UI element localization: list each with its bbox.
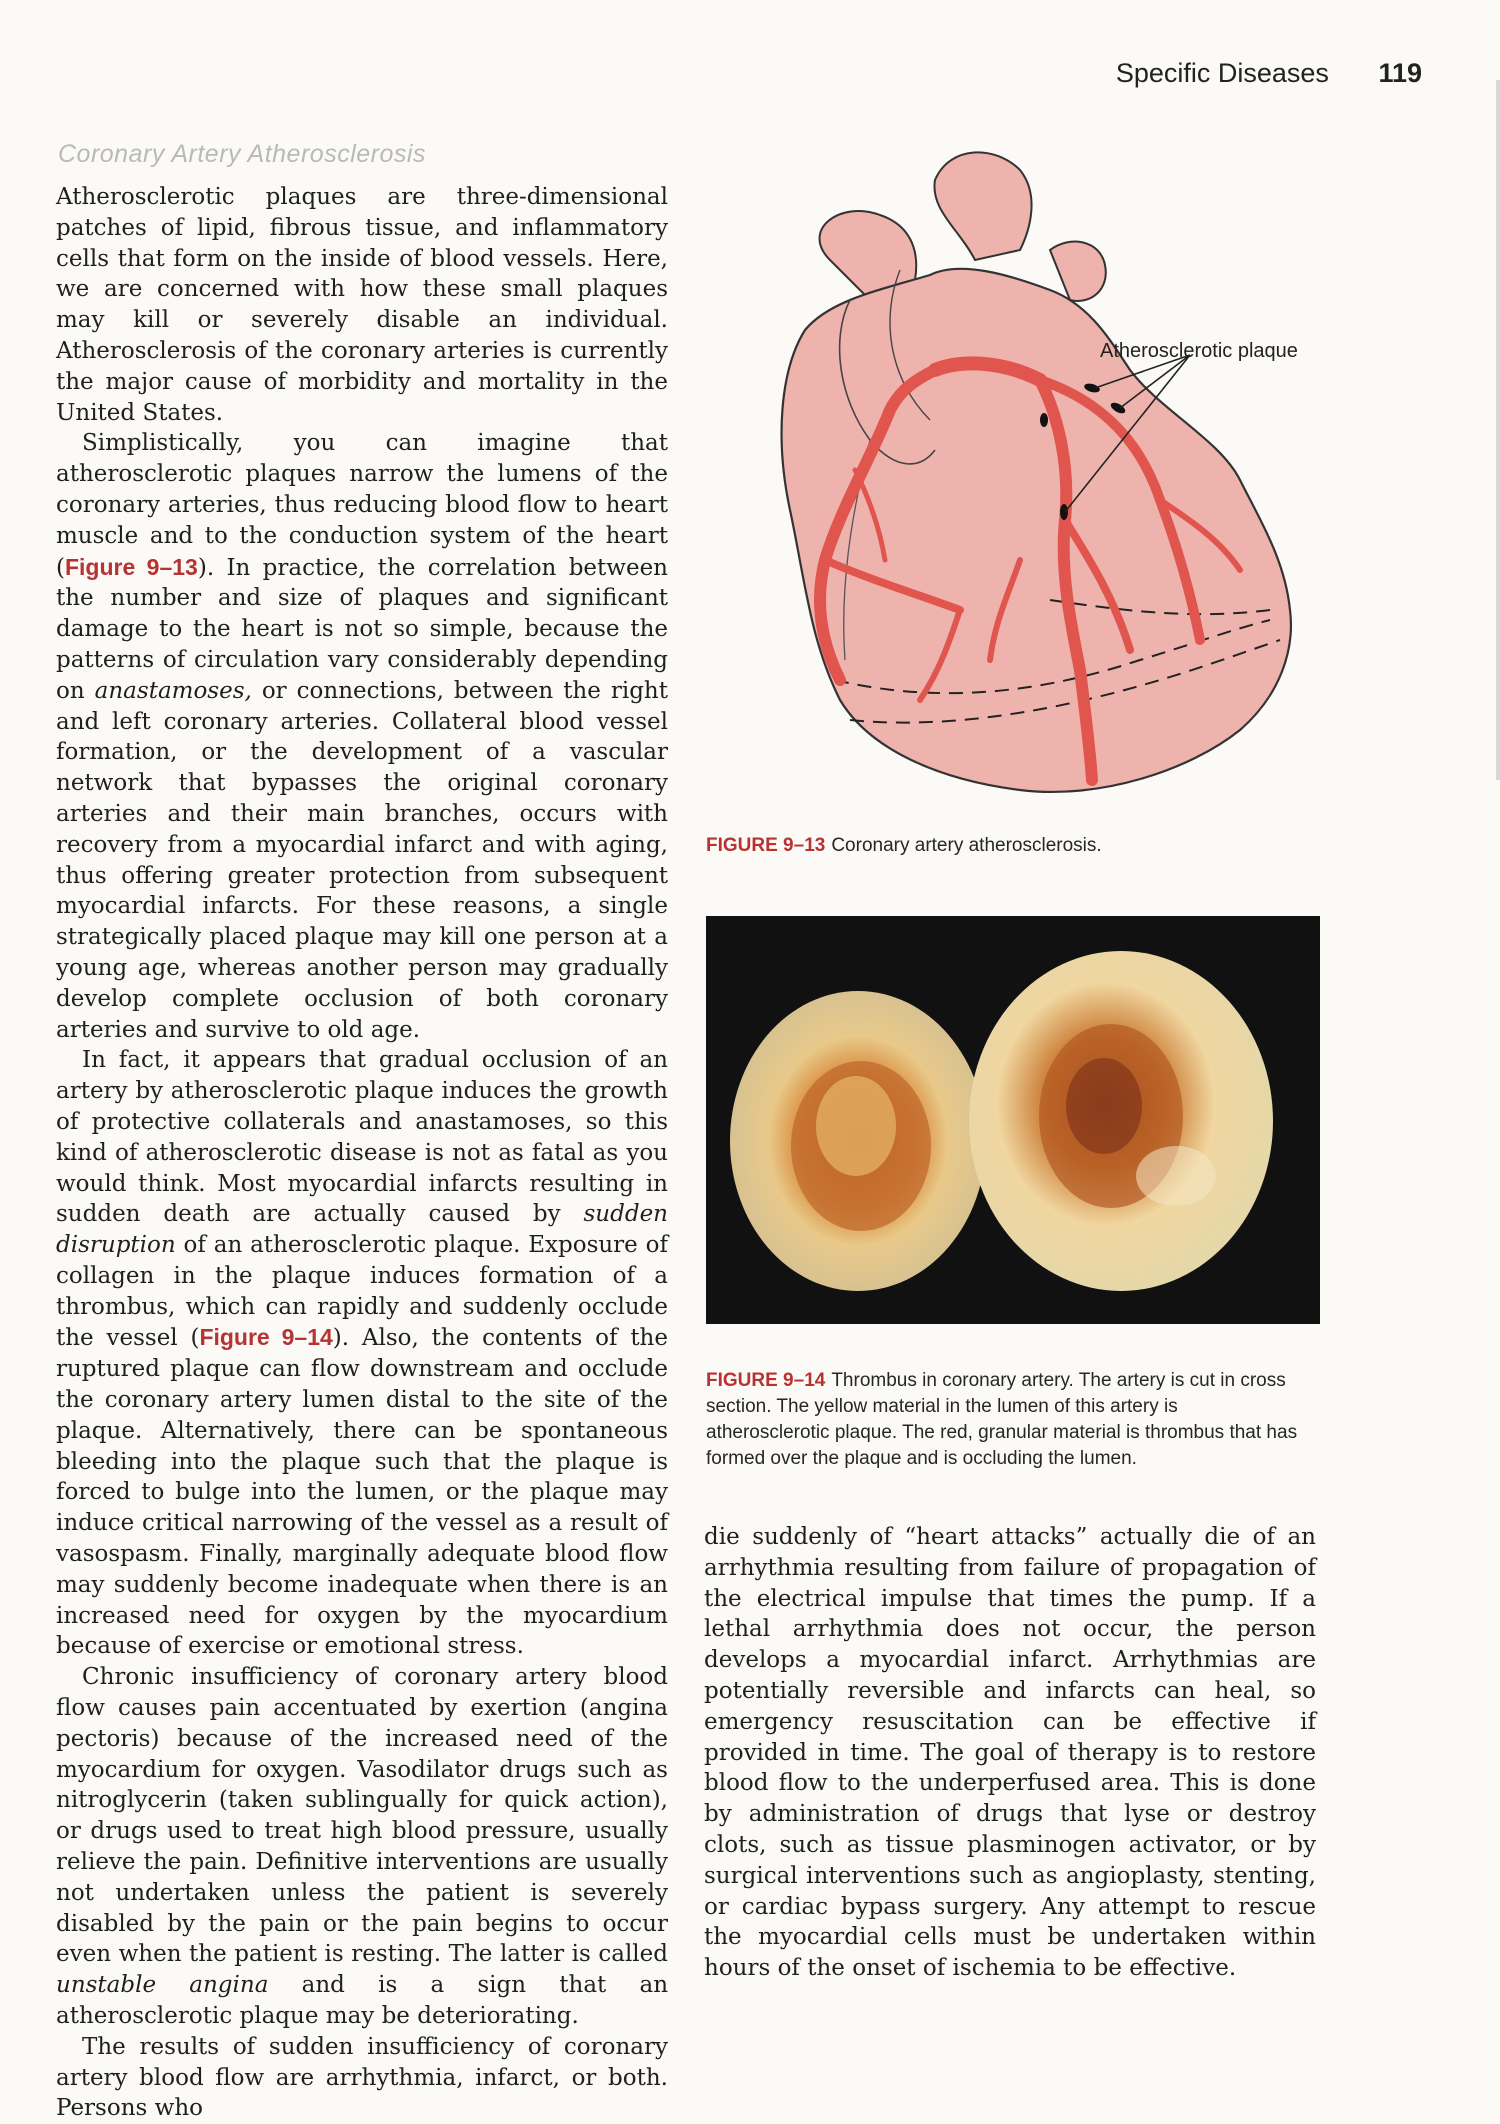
figure-9-13-caption-text: Coronary artery atherosclerosis. bbox=[831, 835, 1102, 856]
paragraph-4-part-a: Chronic insufficiency of coronary artery blood flow causes pain accentuated by exertion (angina pectoris) because of the increased need of the myocardium for oxygen. Vasodilator drugs such as nitroglycerin (taken sublingually for quick action), or drugs used to treat high blood pressure, usually relieve the pain. Definitive interventions are usually not undertaken unless the patient is severely disabled by the pain or the pain begins to occur even when the patient is resting. The latter is called bbox=[56, 1664, 668, 1968]
running-title: Specific Diseases bbox=[1115, 58, 1329, 88]
paragraph-4-italic: unstable angina bbox=[56, 1972, 269, 1999]
paragraph-4-part-b: and is a sign that an atherosclerotic plaque may be deteriorating. bbox=[56, 1972, 669, 2030]
paragraph-4 bbox=[56, 1662, 668, 2032]
figure-9-13-caption bbox=[706, 833, 1406, 859]
paragraph-3-part-c: ). Also, the contents of the ruptured plaque can flow downstream and occlude the coronary artery lumen distal to the site of the plaque. Alternatively, there can be spontaneous bleeding into the plaque such that the plaque is forced to bulge into the lumen, or the plaque may induce critical narrowing of the vessel as a result of vasospasm. Finally, marginally adequate blood flow may suddenly become inadequate when there is an increased need for oxygen by the myocardium because of exercise or emotional stress. bbox=[56, 1325, 668, 1660]
paragraph-2-part-b: ). In practice, the correlation between the number and size of plaques and significant damage to the heart is not so simple, because the patterns of circulation vary considerably depending on bbox=[56, 554, 668, 704]
artery-cross-section-photo bbox=[706, 916, 1320, 1324]
figure-9-13-label: FIGURE 9–13 bbox=[706, 835, 826, 856]
atherosclerotic-plaque-label: Atherosclerotic plaque bbox=[1100, 340, 1298, 362]
figure-9-14-reference[interactable]: Figure 9–14 bbox=[199, 1324, 333, 1351]
paragraph-2-italic: anastamoses, bbox=[94, 677, 252, 704]
right-column-text bbox=[704, 1522, 1316, 1984]
paragraph-2-part-a: Simplistically, you can imagine that atherosclerotic plaques narrow the lumens of the coronary arteries, thus reducing blood flow to heart muscle and to the conduction system of the heart ( bbox=[56, 430, 668, 581]
figure-9-13-reference[interactable]: Figure 9–13 bbox=[64, 553, 198, 580]
paragraph-3-part-a: In fact, it appears that gradual occlusion of an artery by atherosclerotic plaque induces the growth of protective collaterals and anastamoses, so this kind of atherosclerotic disease is not as fatal as you would think. Most myocardial infarcts resulting in sudden death are actually caused by bbox=[56, 1047, 668, 1228]
running-header bbox=[1116, 58, 1422, 89]
right-paragraph-1: die suddenly of “heart attacks” actually die of an arrhythmia resulting from failure of propagation of the electrical impulse that times the pump. If a lethal arrhythmia does not occur, the person develops a myocardial infarct. Arrhythmias are potentially reversible and infarcts can heal, so emergency resuscitation can be effective if provided in time. The goal of therapy is to restore blood flow to the underperfused area. This is done by administration of drugs that lyse or destroy clots, such as tissue plasminogen activator, or by surgical interventions such as angioplasty, stenting, or cardiac bypass surgery. Any attempt to rescue the myocardial cells must be undertaken within hours of the onset of ischemia to be effective. bbox=[704, 1524, 1316, 1982]
left-column-text bbox=[56, 182, 668, 2124]
figure-9-14-caption-text: Thrombus in coronary artery. The artery is cut in cross section. The yellow material in the lumen of this artery is atherosclerotic plaque. The red, granular material is thrombus that has formed over the plaque and is occluding the lumen. bbox=[706, 1370, 1298, 1469]
section-heading: Coronary Artery Atherosclerosis bbox=[58, 140, 426, 168]
page-number: 119 bbox=[1378, 58, 1422, 88]
paragraph-2-part-c: or connections, between the right and left coronary arteries. Collateral blood vessel formation, or the development of a vascular network that bypasses the original coronary arteries and their main branches, occurs with recovery from a myocardial infarct and with aging, thus offering greater protection from subsequent myocardial infarcts. For these reasons, a single strategically placed plaque may kill one person at a young age, whereas another person may gradually develop complete occlusion of both coronary arteries and survive to old age. bbox=[56, 677, 668, 1043]
figure-9-14-caption bbox=[706, 1368, 1306, 1472]
paragraph-3-part-b: of an atherosclerotic plaque. Exposure of collagen in the plaque induces formation of a thrombus, which can rapidly and suddenly occlude the vessel ( bbox=[56, 1232, 668, 1352]
paragraph-2 bbox=[56, 428, 668, 1045]
scan-edge-line bbox=[1496, 80, 1500, 780]
heart-illustration bbox=[720, 140, 1360, 820]
paragraph-1: Atherosclerotic plaques are three-dimensional patches of lipid, fibrous tissue, and inflammatory cells that form on the inside of blood vessels. Here, we are concerned with how these small plaques may kill or severely disable an individual. Atherosclerosis of the coronary arteries is currently the major cause of morbidity and mortality in the United States. bbox=[56, 184, 668, 426]
paragraph-5: The results of sudden insufficiency of coronary artery blood flow are arrhythmia, infarct, or both. Persons who bbox=[56, 2033, 668, 2122]
paragraph-3-italic: sudden disruption bbox=[56, 1201, 668, 1259]
figure-9-14-label: FIGURE 9–14 bbox=[706, 1370, 826, 1391]
paragraph-3 bbox=[56, 1045, 668, 1662]
